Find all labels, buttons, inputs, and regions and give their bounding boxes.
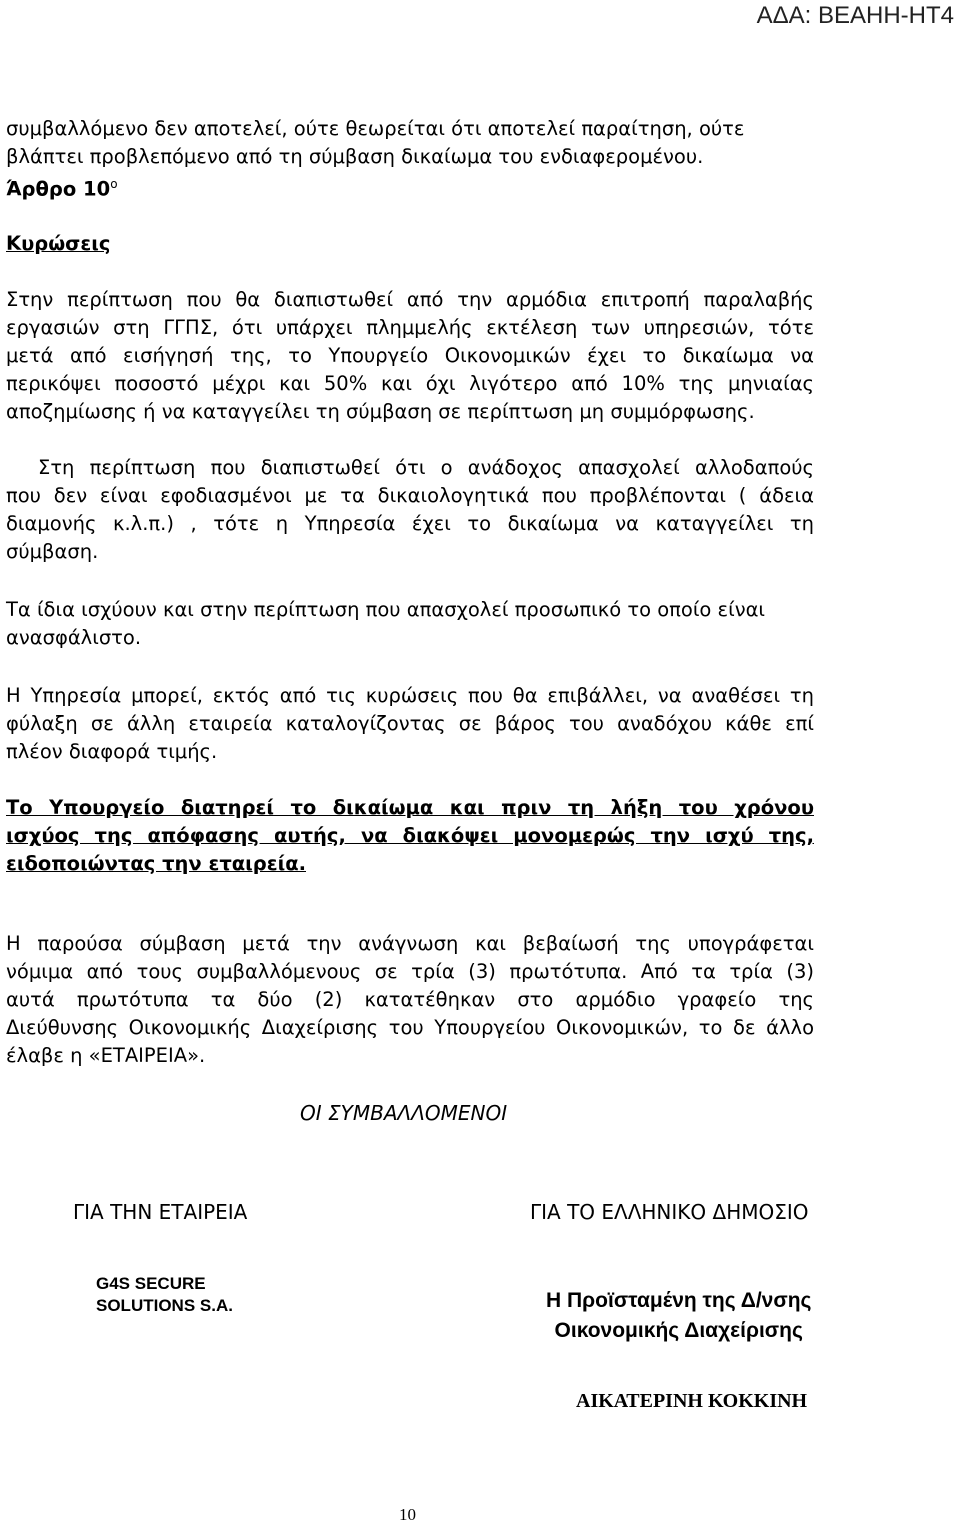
state-signature-title: ΓΙΑ ΤΟ ΕΛΛΗΝΙΚΟ ΔΗΜΟΣΙΟ [530, 1200, 809, 1224]
page-number: 10 [399, 1505, 416, 1524]
paragraph-reassignment: Η Υπηρεσία μπορεί, εκτός από τις κυρώσεις που θα επιβάλλει, να αναθέσει τη φύλαξη σε άλλη εταιρεία καταλογίζοντας σε βάρος του αναδόχου κάθε επί πλέον διαφορά τιμής. [6, 684, 814, 763]
official-name: ΑΙΚΑΤΕΡΙΝΗ ΚΟΚΚΙΝΗ [576, 1390, 808, 1412]
continuation-text: συμβαλλόμενο δεν αποτελεί, ούτε θεωρείται ότι αποτελεί παραίτηση, ούτε βλάπτει προβλεπόμενο από τη σύμβαση δικαίωμα του ενδιαφερομένου. [6, 117, 745, 168]
article-title: Κυρώσεις [6, 232, 111, 255]
paragraph-termination-right: Το Υπουργείο διατηρεί το δικαίωμα και πριν τη λήξη του χρόνου ισχύος της απόφασης αυτής, να διακόψει μονομερώς την ισχύ της, ειδοποιώντας την εταιρεία. [6, 796, 814, 875]
signatories-heading: ΟΙ ΣΥΜΒΑΛΛΟΜΕΝΟΙ [300, 1101, 508, 1125]
paragraph-foreign-workers: Στη περίπτωση που διαπιστωθεί ότι ο ανάδοχος απασχολεί αλλοδαπούς που δεν είναι εφοδιασμένοι με τα δικαιολογητικά που προβλέπονται ( άδεια διαμονής κ.λ.π.) , τότε η Υπηρεσία έχει το δικαίωμα να καταγγείλει τη σύμβαση. [6, 456, 814, 563]
article-heading: Άρθρο $10^o$ [6, 177, 118, 201]
company-signature-title: ΓΙΑ ΤΗΝ ΕΤΑΙΡΕΙΑ [73, 1200, 248, 1224]
ada-code: ΑΔΑ: ΒΕΑΗΗ-ΗΤ4 [756, 2, 954, 29]
paragraph-closing: Η παρούσα σύμβαση μετά την ανάγνωση και βεβαίωσή της υπογράφεται νόμιμα από τους συμβαλλόμενους σε τρία (3) πρωτότυπα. Από τα τρία (3) αυτά πρωτότυπα τα δύο (2) κατατέθηκαν στο αρμόδιο γραφείο της Διεύθυνσης Οικονομικής Διαχείρισης του Υπουργείου Οικονομικών, το δε άλλο έλαβε η «ΕΤΑΙΡΕΙΑ». [6, 932, 814, 1067]
paragraph-penalties: Στην περίπτωση που θα διαπιστωθεί από την αρμόδια επιτροπή παραλαβής εργασιών στη ΓΓΠΣ, ότι υπάρχει πλημμελής εκτέλεση των υπηρεσιών, τότε μετά από εισήγησή της, το Υπουργείο Οικονομικών έχει το δικαίωμα να περικόψει ποσοστό μέχρι και 50% και όχι λιγότερο από 10% της μηνιαίας αποζημίωσης ή να καταγγείλει τη σύμβαση σε περίπτωση μη συμμόρφωσης. [6, 288, 814, 423]
company-name: G4S SECURE SOLUTIONS S.A. [96, 1274, 233, 1315]
paragraph-uninsured: Τα ίδια ισχύουν και στην περίπτωση που απασχολεί προσωπικό το οποίο είναι ανασφάλιστο. [6, 598, 766, 649]
official-position: Η Προϊσταμένη της Δ/νσης Οικονομικής Διαχείρισης [546, 1289, 812, 1342]
